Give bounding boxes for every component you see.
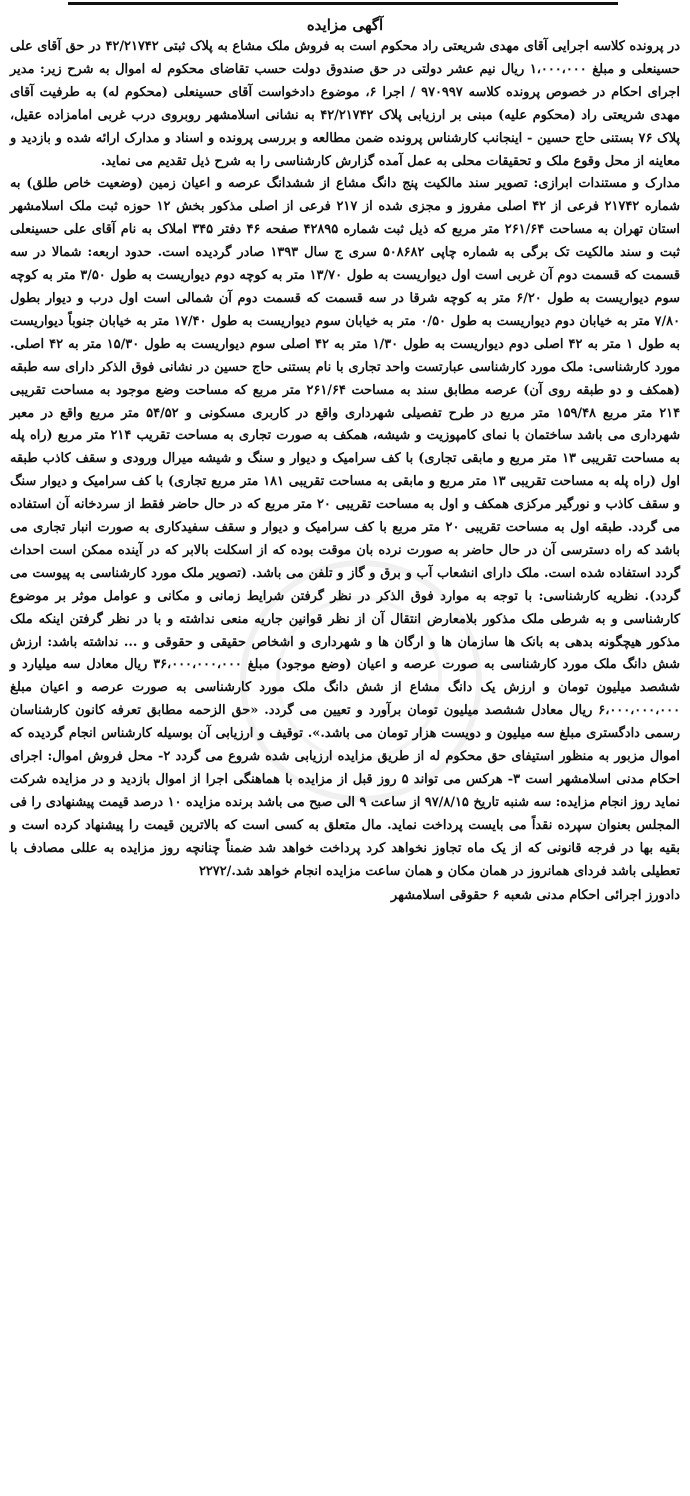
notice-paragraph-details: مدارک و مستندات ابرازی: تصویر سند مالکیت پنج دانگ مشاع از ششدانگ عرصه و اعیان زمین (وضعیت خاص طلق) به شماره ۲۱۷۴۲ فرعی از ۴۲ اصلی مفروز و مجزی شده از ۲۱۷ فرعی از اصلی مذکور بخش ۱۲ حوزه ثبت ملک اسلامشهر استان تهران به مساحت ۲۶۱/۶۴ متر مربع که ذیل ثبت شماره ۴۲۸۹۵ صفحه ۴۶ دفتر ۳۴۵ املاک به نام آقای علی حسینعلی ثبت و سند مالکیت تک برگی به شماره چاپی ۵۰۸۶۸۲ سری ج سال ۱۳۹۳ صادر گردیده است. حدود اربعه: شمالا در سه قسمت که قسمت دوم آن غربی است اول دیواریست به طول ۱۳/۷۰ متر به کوچه دوم دیواریست به طول ۳/۵۰ متر به کوچه سوم دیواریست به طول ۶/۲۰ متر به کوچه شرقا در سه قسمت که قسمت دوم آن شمالی است اول درب و دیوار بطول ۷/۸۰ متر به خیابان دوم دیواریست به طول ۰/۵۰ متر به خیابان سوم دیواریست به طول ۱۷/۴۰ متر به خیابان جنوباً دیواریست به طول ۱ متر به ۴۲ اصلی دوم دیواریست به طول ۱/۳۰ متر به ۴۲ اصلی سوم دیواریست به طول ۱۵/۳۰ متر به ۴۲ اصلی. مورد کارشناسی: ملک مورد کارشناسی عبارتست واحد تجاری با نام بستنی حاج حسین در نشانی فوق الذکر دارای سه طبقه (همکف و دو طبقه روی آن) عرصه مطابق سند به مساحت ۲۶۱/۶۴ متر مربع که مساحت وضع موجود به مساحت تقریبی ۲۱۴ متر مربع ۱۵۹/۴۸ متر مربع در طرح تفصیلی شهرداری واقع در کاربری مسکونی و ۵۴/۵۲ متر مربع واقع در معبر شهرداری می باشد ساختمان با نمای کامپوزیت و شیشه، همکف به صورت تجاری به مساحت تقریب ۲۱۴ متر مربع (راه پله به مساحت تقریبی ۱۳ متر مربع و مابقی تجاری) با کف سرامیک و دیوار و سنگ و شیشه میرال ورودی و سقف کاذب طبقه اول (راه پله به مساحت تقریبی ۱۳ متر مربع و مابقی به مساحت تقریبی ۱۸۱ متر مربع تجاری) با کف سرامیک و دیوار سنگ و سقف کاذب و نورگیر مرکزی همکف و اول به مساحت تقریبی ۲۰ متر مربع که در حال حاضر فقط از سردخانه آن استفاده می گردد. طبقه اول به مساحت تقریبی ۲۰ متر مربع با کف سرامیک و دیوار و سقف سفیدکاری به صورت انبار تجاری می باشد که راه دسترسی آن در حال حاضر به صورت نرده بان موقت بوده که از اسکلت بالابر که در آینده ممکن است احداث گردد استفاده شده است. ملک دارای انشعاب آب و برق و گاز و تلفن می باشد. (تصویر ملک مورد کارشناسی به پیوست می گردد). نظریه کارشناسی: با توجه به موارد فوق الذکر در نظر گرفتن شرایط زمانی و مکانی و عوامل موثر بر موضوع کارشناسی و به شرطی ملک مذکور بلامعارض انتقال آن از نظر قوانین جاریه منعی نداشته و با در نظر گرفتن اینکه ملک مذکور هیچگونه بدهی به بانک ها سازمان ها و ارگان ها و شهرداری و اشخاص حقیقی و حقوقی و ... نداشته باشد: ارزش شش دانگ ملک مورد کارشناسی به صورت عرصه و اعیان (وضع موجود) مبلغ ۳۶،۰۰۰،۰۰۰،۰۰۰ ریال معادل سه میلیارد و ششصد میلیون تومان و ارزش یک دانگ مشاع از شش دانگ ملک مورد کارشناسی به صورت عرصه و اعیان مبلغ ۶،۰۰۰،۰۰۰،۰۰۰ ریال معادل ششصد میلیون تومان برآورد و تعیین می گردد. «حق الزحمه مطابق تعرفه کانون کارشناسان رسمی دادگستری مبلغ سه میلیون و دویست هزار تومان می باشد.». توقیف و ارزیابی آن بوسیله کارشناس انجام گردیده که اموال مزبور به منظور استیفای حق محکوم له از طریق مزایده ارزیابی شده شروع می گردد ۲- محل فروش اموال: اجرای احکام مدنی اسلامشهر است ۳- هرکس می تواند ۵ روز قبل از مزایده با هماهنگی اجرا از اموال بازدید و در مزایده شرکت نماید روز انجام مزایده: سه شنبه تاریخ ۹۷/۸/۱۵ از ساعت ۹ الی صبح می باشد برنده مزایده ۱۰ درصد قیمت پیشنهادی را فی المجلس بعنوان سپرده نقداً می بایست پرداخت نماید. مال متعلق به کسی است که بالاترین قیمت را پیشنهاد کرده است و بقیه بها در فرجه قانونی که از یک ماه تجاوز نخواهد کرد پرداخت خواهد شد ضمناً چنانچه روز مزایده به عللی مصادف با تعطیلی باشد فردای همانروز در همان مکان و همان ساعت مزایده انجام خواهد شد./۲۲۷۲ [10,176,681,879]
notice-title: آگهی مزایده [306,16,384,34]
notice-body [10,36,680,884]
top-rule-divider [68,2,618,5]
notice-signature: دادورز اجرائی احکام مدنی شعبه ۶ حقوقی اسلامشهر [390,887,680,903]
notice-paragraph-intro: در پرونده کلاسه اجرایی آقای مهدی شریعتی راد محکوم است به فروش ملک مشاع به پلاک ثبتی ۴۲/۲۱۷۴۲ در حق آقای علی حسینعلی و مبلغ ۱،۰۰۰،۰۰۰ ریال نیم عشر دولتی در حق صندوق دولت حسب تقاضای محکوم له اموال به شرح زیر: مدیر اجرای احکام در خصوص پرونده کلاسه ۹۷۰۹۹۷ / اجرا ۶، موضوع دادخواست آقای حسینعلی (محکوم له) به طرفیت آقای مهدی شریعتی راد (محکوم علیه) مبنی بر ارزیابی پلاک ۴۲/۲۱۷۴۲ به نشانی اسلامشهر روبروی درب غربی امامزاده عقیل، پلاک ۷۶ بستنی حاج حسین - اینجانب کارشناس پرونده ضمن مطالعه و بررسی پرونده و اسناد و مدارک ارائه شده و بازدید و معاینه از محل وقوع ملک و تحقیقات محلی به عمل آمده گزارش کارشناسی را به شرح ذیل تقدیم می نماید. [10,39,681,169]
